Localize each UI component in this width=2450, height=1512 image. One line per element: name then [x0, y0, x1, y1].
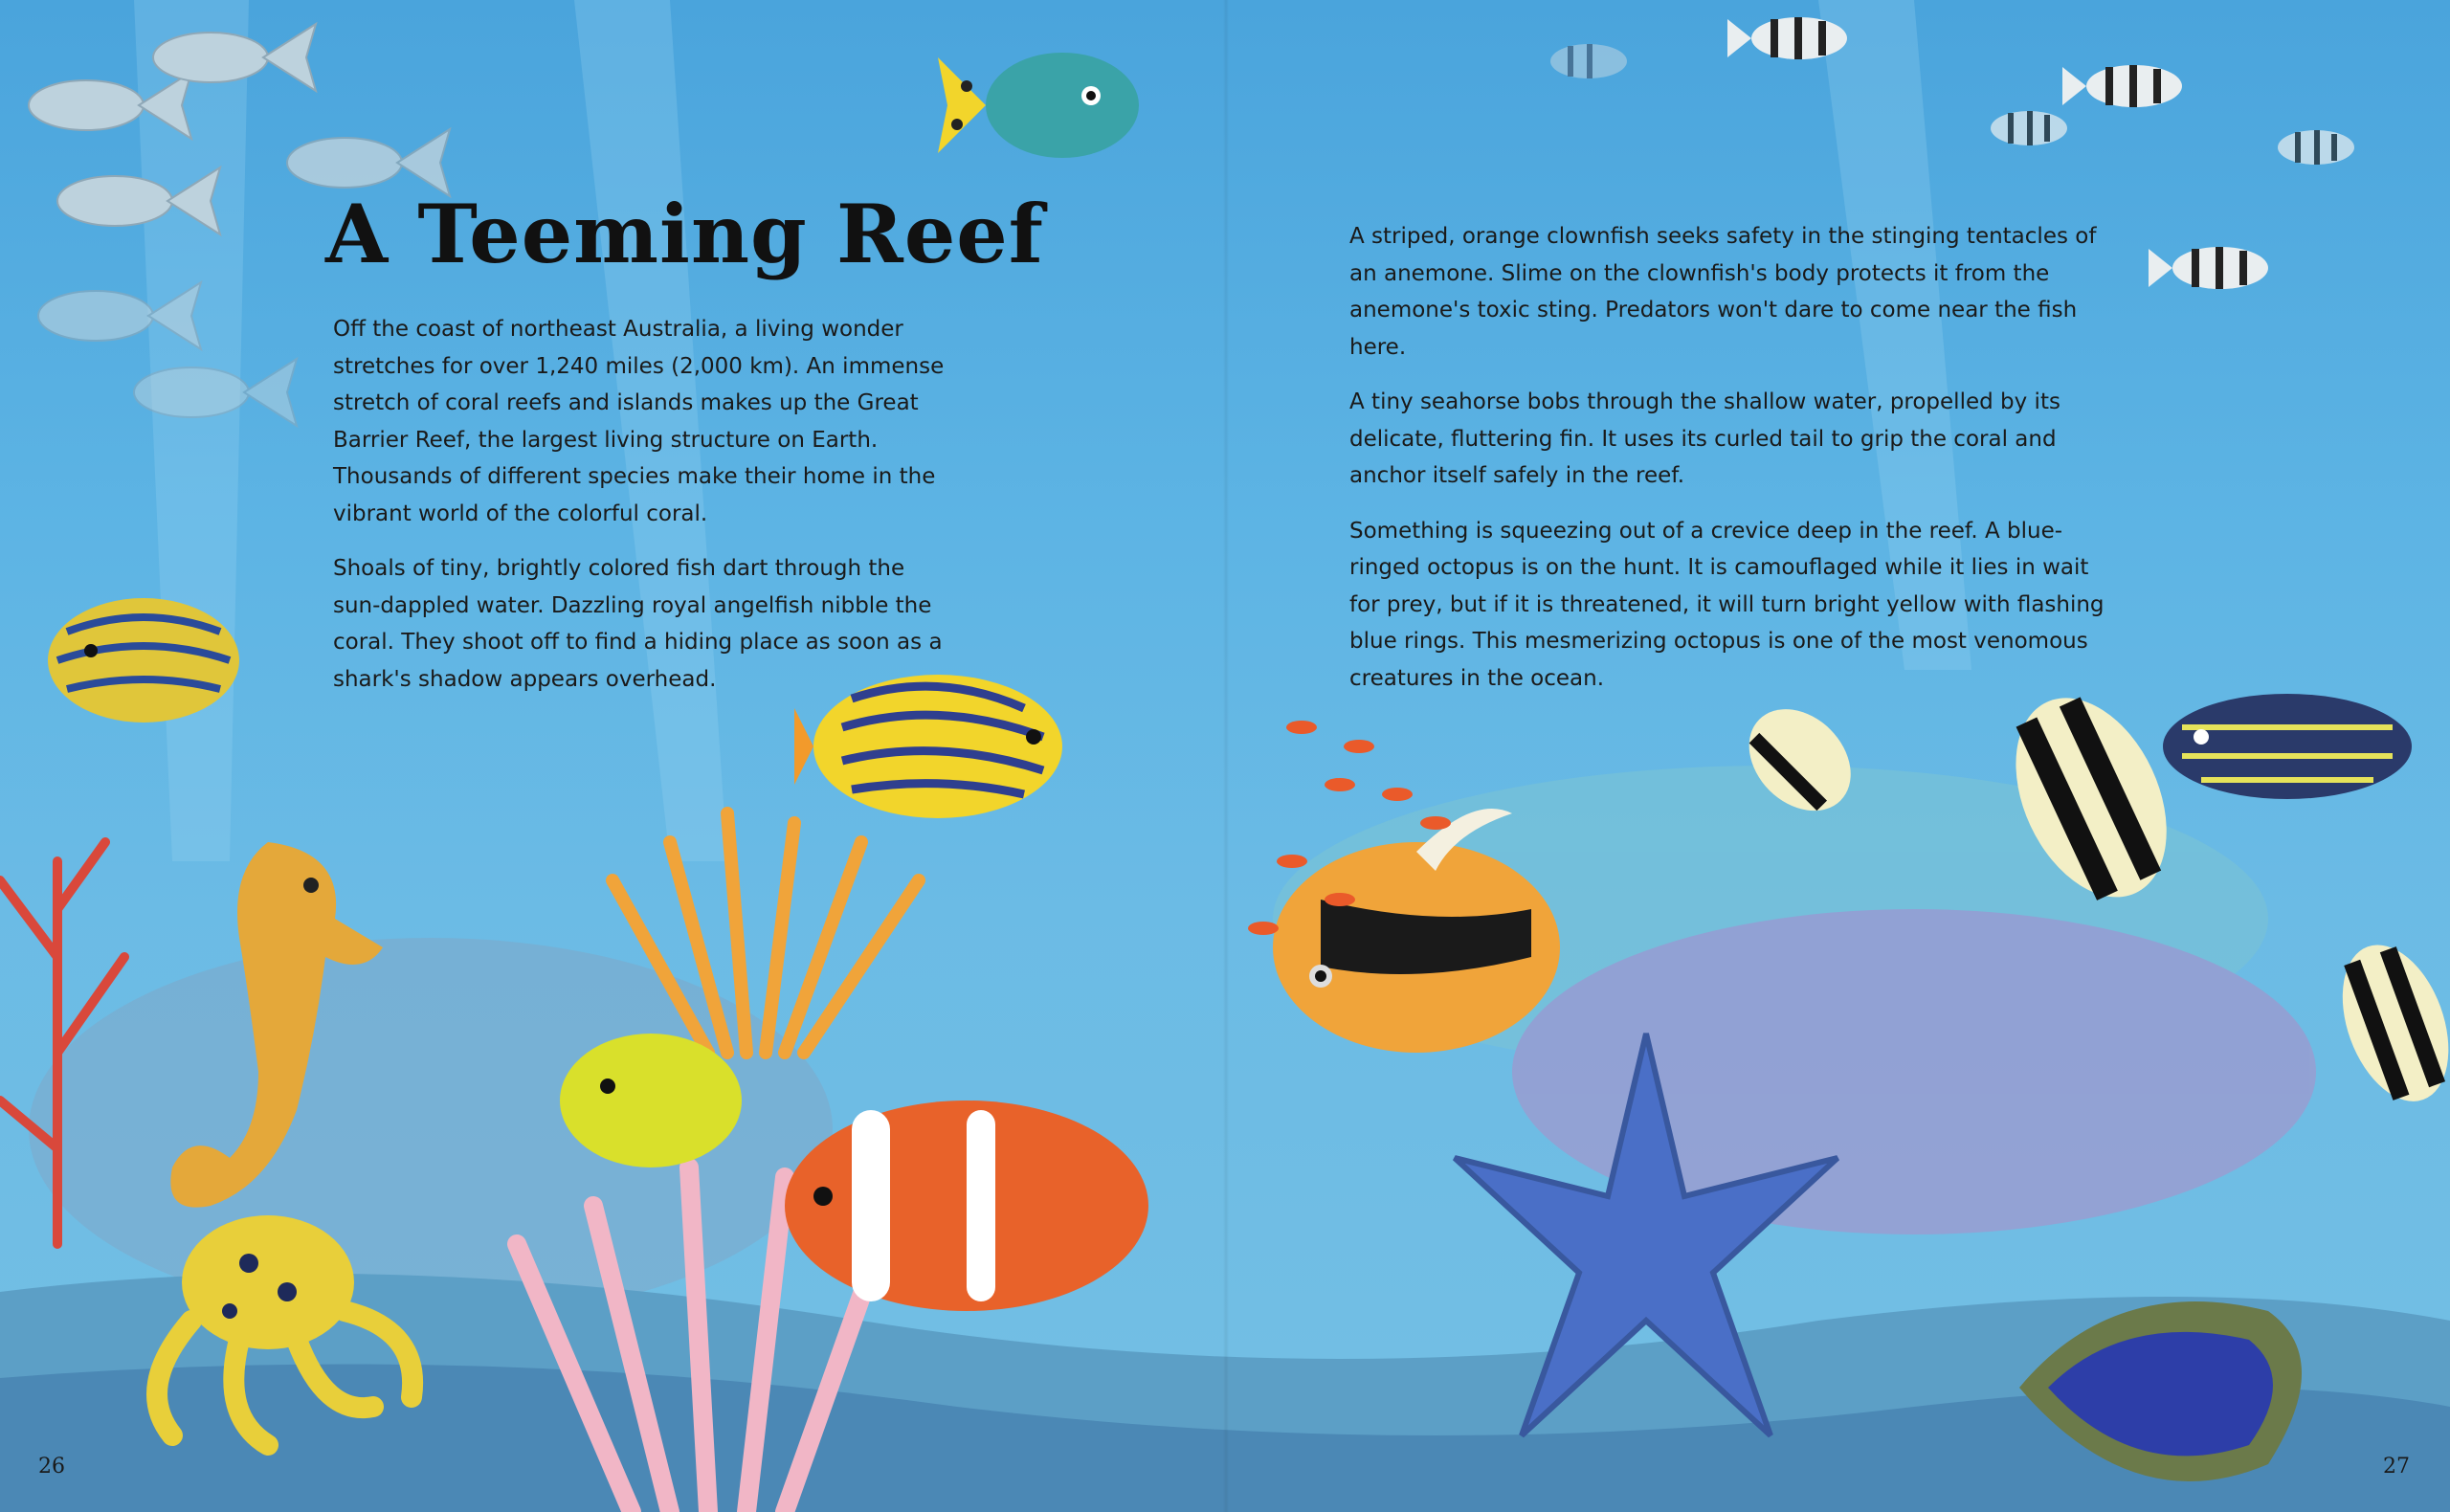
- paragraph: Shoals of tiny, brightly colored fish dart through the sun-dappled water. Dazzling royal angelfish nibble the coral. They shoot off to find a hiding place as soon as a shark's shadow appears overhead.: [333, 556, 943, 692]
- left-text-column: [333, 311, 946, 716]
- sweetlips-fish: [938, 53, 1139, 158]
- oriental-sweetlips: [2163, 694, 2412, 799]
- right-text-column: [1349, 218, 2105, 715]
- page-number-left: 26: [38, 1455, 65, 1479]
- paragraph: A tiny seahorse bobs through the shallow water, propelled by its delicate, fluttering fin. It uses its curled tail to grip the coral and anchor itself safely in the reef.: [1349, 389, 2060, 488]
- yellow-tang: [560, 1034, 742, 1167]
- book-gutter: [1223, 0, 1229, 1512]
- paragraph: Off the coast of northeast Australia, a living wonder stretches for over 1,240 miles (2,000 km). An immense stretch of coral reefs and islands makes up the Great Barrier Reef, the largest living structure on Earth. Thousands of different species make their home in the vibrant world of the colorful coral.: [333, 317, 945, 526]
- paragraph: A striped, orange clownfish seeks safety in the stinging tentacles of an anemone. Slime on the clownfish's body protects it from the anemone's toxic sting. Predators won't dare to come near the fish here.: [1349, 224, 2097, 360]
- background-coral: [29, 766, 2316, 1321]
- paragraph: Something is squeezing out of a crevice deep in the reef. A blue-ringed octopus is on the hunt. It is camouflaged while it lies in wait for prey, but if it is threatened, it will turn bright yellow with flashing blue rings. This mesmerizing octopus is one of the most venomous creatures in the ocean.: [1349, 518, 2105, 691]
- page-number-right: 27: [2383, 1455, 2410, 1479]
- clownfish: [785, 1101, 1148, 1311]
- angelfish-left: [48, 598, 239, 723]
- page-title: A Teeming Reef: [325, 187, 1044, 281]
